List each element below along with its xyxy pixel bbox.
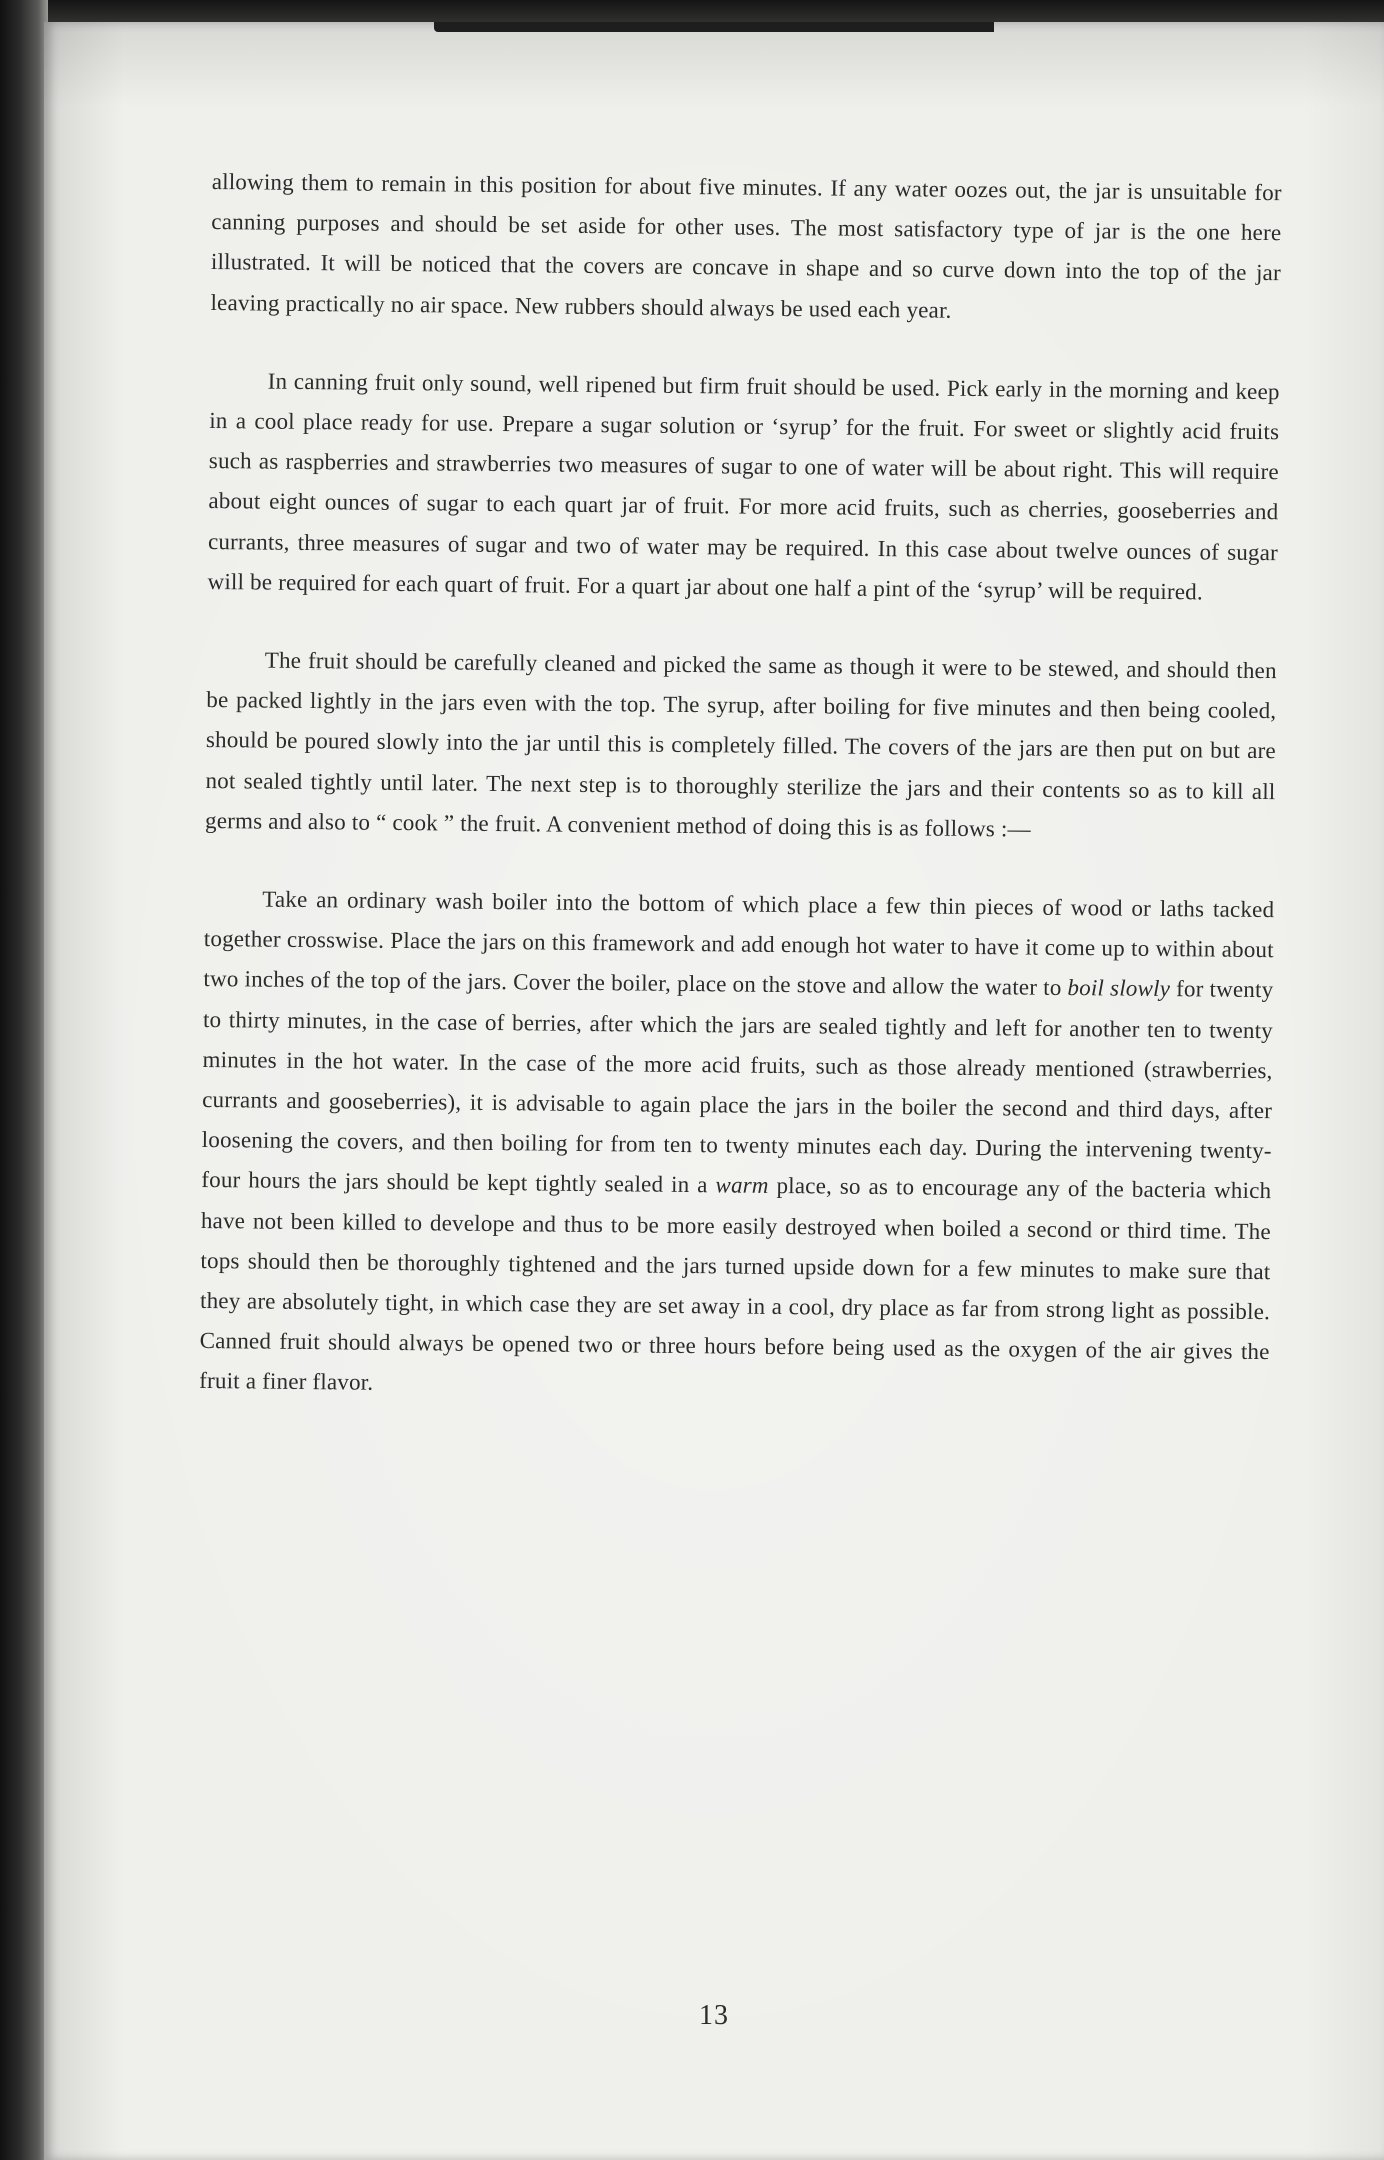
emphasis-text: warm — [715, 1172, 769, 1199]
body-text — [199, 162, 1282, 1451]
paragraph-text: allowing them to remain in this position for about five minutes. If any water oozes out, the jar is unsuitable for canning purposes and should be set aside for other uses. The most satisfactory type of jar is the one here illustrated. It will be noticed that the covers are concave in shape and so curve down into the top of the jar leaving practically no air space. New rubbers should always be used each year. — [210, 168, 1282, 323]
book-page — [44, 22, 1384, 2160]
paragraph-text: for twenty to thirty minutes, in the case of berries, after which the jars are sealed tightly and left for another ten to twenty minutes in the hot water. In the case of the more acid fruits, such as those already mentioned (strawberries, currants and gooseberries), it is advisable to again place the jars in the boiler the second and third days, after loosening the covers, and then boiling for from ten to twenty minutes each day. During the intervening twenty-four hours the jars should be kept tightly sealed in a — [201, 976, 1274, 1198]
page-top-shadow — [434, 22, 994, 32]
scan-border-left — [0, 0, 48, 2160]
paragraph-text: Take an ordinary wash boiler into the bottom of which place a few thin pieces of wood or laths tacked together crosswise. Place the jars on this framework and add enough hot water to have it come up to within about two inches of the top of the jars. Cover the boiler, place on the stove and allow the water to — [203, 886, 1275, 1001]
paragraph-jar-testing — [210, 162, 1282, 334]
page-number: 13 — [699, 2000, 729, 2031]
paragraph-text: The fruit should be carefully cleaned and picked the same as though it were to be stewed, and should then be packed lightly in the jars even with the top. The syrup, after boiling for five minutes and then being cooled, should be poured slowly into the jar until this is completely filled. The covers of the jars are then put on but are not sealed tightly until later. The next step is to thoroughly sterilize the jars and their contents so as to kill all germs and also to “ cook ” the fruit. A convenient method of doing this is as follows :— — [204, 647, 1277, 842]
paragraph-sterilizing — [199, 879, 1274, 1413]
paragraph-syrup — [207, 361, 1279, 613]
emphasis-text: boil slowly — [1067, 975, 1171, 1002]
paragraph-text: In canning fruit only sound, well ripened but firm fruit should be used. Pick early in the morning and keep in a cool place ready for use. Prepare a sugar solution or ‘syrup’ for the fruit. For sweet or slightly acid fruits such as raspberries and strawberries two measures of sugar to one of water will be about right. This will require about eight ounces of sugar to each quart jar of fruit. For more acid fruits, such as cherries, gooseberries and currants, three measures of sugar and two of water may be required. In this case about twelve ounces of sugar will be required for each quart of fruit. For a quart jar about one half a pint of the ‘syrup’ will be required. — [207, 368, 1280, 605]
paragraph-text: place, so as to encourage any of the bacteria which have not been killed to develope and thus to be more easily destroyed when boiled a second or third time. The tops should then be thoroughly tightened and the jars turned upside down for a few minutes to make sure that they are absolutely tight, in which case they are set away in a cool, dry place as far from strong light as possible. Canned fruit should always be opened two or three hours before being used as the oxygen of the air gives the fruit a finer flavor. — [199, 1173, 1272, 1396]
paragraph-packing — [205, 640, 1277, 852]
